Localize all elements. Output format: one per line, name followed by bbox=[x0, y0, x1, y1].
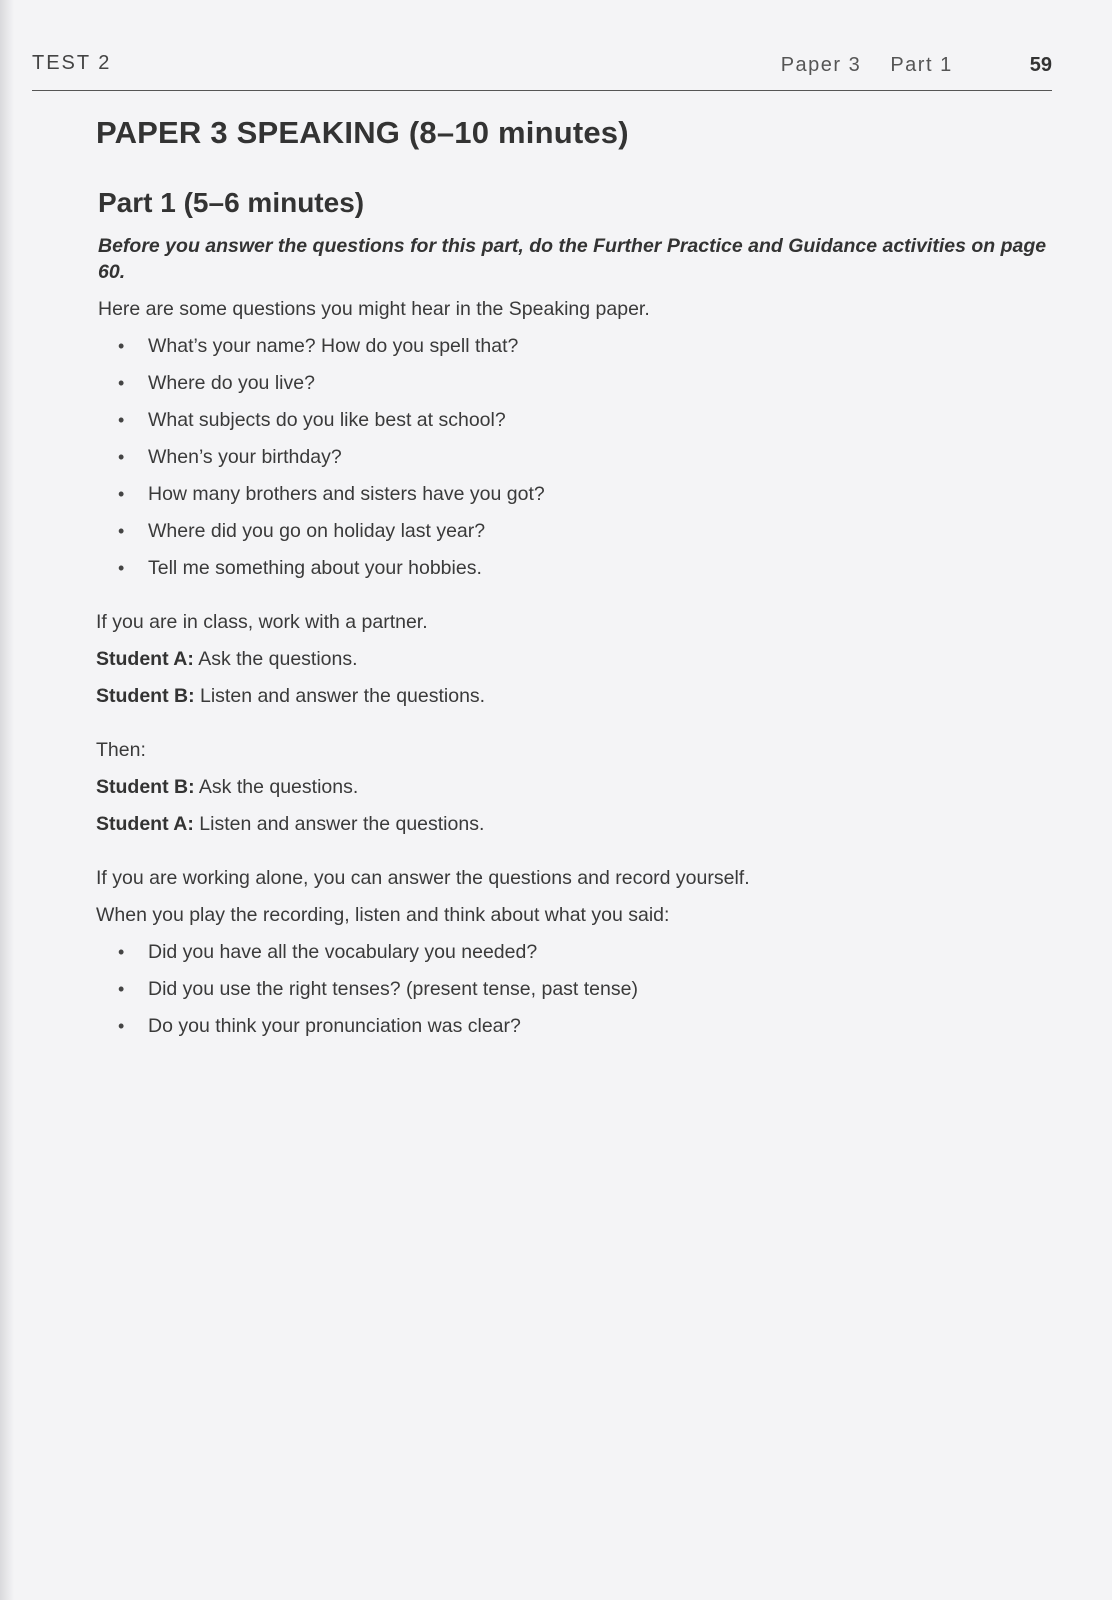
running-header bbox=[32, 48, 1052, 91]
bullet-icon: • bbox=[118, 1016, 125, 1036]
list-item: • What’s your name? How do you spell that? bbox=[118, 328, 1056, 365]
page-title: PAPER 3 SPEAKING (8–10 minutes) bbox=[96, 115, 629, 150]
check-list bbox=[96, 934, 1056, 1045]
bullet-icon: • bbox=[118, 558, 125, 578]
student-line: Student B: Ask the questions. bbox=[96, 776, 359, 798]
intro-text: Here are some questions you might hear in the Speaking paper. bbox=[98, 298, 650, 320]
list-item: • Did you have all the vocabulary you needed? bbox=[118, 934, 1056, 971]
bullet-icon: • bbox=[118, 336, 125, 356]
list-item: • Do you think your pronunciation was clear? bbox=[118, 1008, 1056, 1045]
list-item: • Did you use the right tenses? (present tense, past tense) bbox=[118, 971, 1056, 1008]
header-right bbox=[781, 54, 1052, 77]
question-list bbox=[96, 328, 1056, 587]
bullet-icon: • bbox=[118, 447, 125, 467]
page-content bbox=[96, 115, 1056, 1045]
test-label: TEST 2 bbox=[32, 52, 112, 74]
list-item: • Where do you live? bbox=[118, 365, 1056, 402]
bullet-icon: • bbox=[118, 373, 125, 393]
alone-reflect: When you play the recording, listen and think about what you said: bbox=[96, 904, 670, 926]
alone-intro: If you are working alone, you can answer the questions and record yourself. bbox=[96, 867, 750, 889]
bullet-icon: • bbox=[118, 484, 125, 504]
student-line: Student A: Listen and answer the questions. bbox=[96, 813, 485, 835]
list-item: • What subjects do you like best at school? bbox=[118, 402, 1056, 439]
student-line: Student B: Listen and answer the questions. bbox=[96, 685, 486, 707]
page-edge bbox=[0, 0, 14, 1600]
list-item: • How many brothers and sisters have you got? bbox=[118, 476, 1056, 513]
bullet-icon: • bbox=[118, 521, 125, 541]
part-heading: Part 1 (5–6 minutes) bbox=[98, 187, 365, 218]
bullet-icon: • bbox=[118, 942, 125, 962]
list-item: • Tell me something about your hobbies. bbox=[118, 550, 1056, 587]
class-intro: If you are in class, work with a partner. bbox=[96, 611, 428, 633]
bullet-icon: • bbox=[118, 979, 125, 999]
page-number: 59 bbox=[1029, 54, 1052, 76]
student-line: Student A: Ask the questions. bbox=[96, 648, 358, 670]
bullet-icon: • bbox=[118, 410, 125, 430]
part-label: Part 1 bbox=[890, 54, 953, 76]
list-item: • Where did you go on holiday last year? bbox=[118, 513, 1056, 550]
paper-label: Paper 3 bbox=[780, 54, 862, 76]
then-label: Then: bbox=[96, 739, 146, 761]
list-item: • When’s your birthday? bbox=[118, 439, 1056, 476]
instruction-text: Before you answer the questions for this part, do the Further Practice and Guidance activities on page 60. bbox=[98, 235, 1047, 283]
